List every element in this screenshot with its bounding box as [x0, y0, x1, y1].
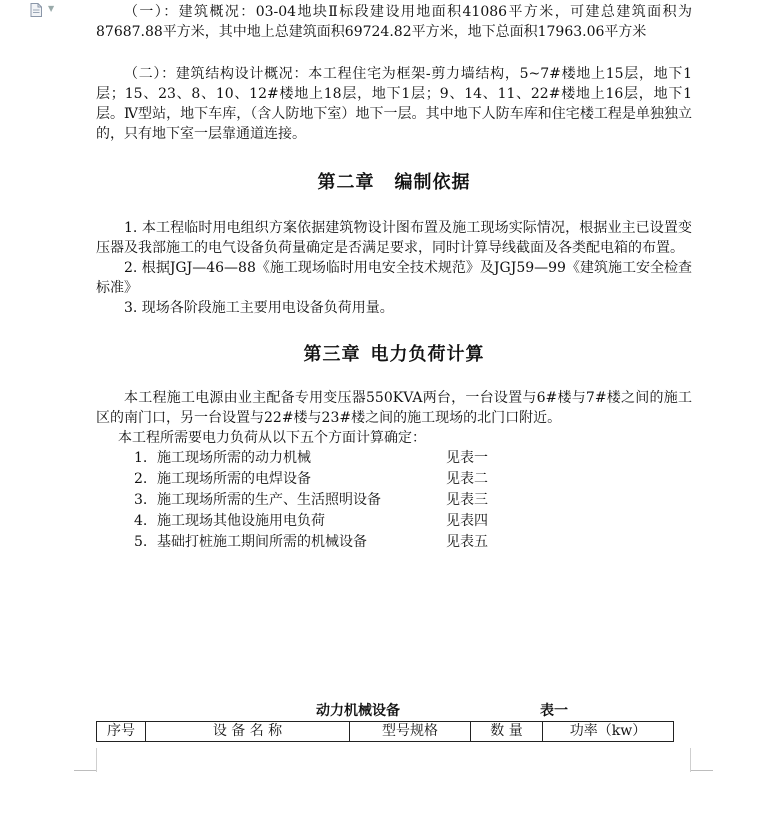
list-item-number: 2. [134, 471, 148, 487]
table-1-label: 表一 [540, 703, 568, 719]
basis-item-1: 1. 本工程临时用电组织方案依据建筑物设计图布置及施工现场实际情况，根据业主已设置变压器及我部施工的电气设备负荷量确定是否满足要求，同时计算导线截面及各类配电箱的布置。 [96, 220, 692, 256]
list-item-text: 施工现场所需的电焊设备 [157, 471, 311, 487]
chapter-2-name: 编制依据 [394, 172, 471, 193]
overview-paragraph-2: （二）：建筑结构设计概况：本工程住宅为框架-剪力墙结构，5~7#楼地上15层，地下1层；15、23、8、10、12#楼地上18层，地下1层；9、14、11、22#楼地上16层，地下1层。Ⅳ型站，地下车库，（含人防地下室）地下一层。其中地下人防车库和住宅楼工程是单独独立的，只有地下室一层靠通道连接。 [96, 66, 692, 142]
list-item-number: 5. [134, 534, 148, 550]
equipment-table [96, 721, 674, 742]
list-item [96, 511, 692, 532]
chapter-3-title [96, 342, 692, 368]
table-header-row [97, 722, 674, 742]
list-item-number: 4. [134, 513, 148, 529]
page-margin-line-right [690, 748, 691, 772]
table-1-title: 动力机械设备 [316, 703, 400, 719]
column-header-quantity: 数 量 [471, 722, 543, 742]
page-corner-mark-left [74, 748, 97, 771]
list-item-number: 3. [134, 492, 148, 508]
list-item-table-ref: 见表一 [446, 450, 488, 466]
page-corner-mark-right [690, 748, 713, 771]
list-item-table-ref: 见表三 [446, 492, 488, 508]
page-margin-line-left [96, 748, 97, 772]
list-item [96, 490, 692, 511]
table-1-caption [96, 700, 692, 722]
document-icon[interactable] [30, 3, 42, 17]
document-page [96, 0, 692, 553]
load-intro-paragraph: 本工程所需要电力负荷从以下五个方面计算确定： [118, 430, 426, 446]
column-header-model: 型号规格 [350, 722, 471, 742]
list-item [96, 469, 692, 490]
column-header-name: 设 备 名 称 [146, 722, 350, 742]
list-item-number: 1. [134, 450, 148, 466]
chevron-down-icon[interactable]: ▼ [48, 4, 55, 13]
list-item-text: 施工现场其他设施用电负荷 [157, 513, 325, 529]
list-item-text: 基础打桩施工期间所需的机械设备 [157, 534, 367, 550]
list-item-table-ref: 见表五 [446, 534, 488, 550]
chapter-3-number: 第三章 [303, 344, 361, 365]
list-item-table-ref: 见表二 [446, 471, 488, 487]
chapter-3-name: 电力负荷计算 [370, 344, 485, 365]
overview-paragraph-1: （一）：建筑概况：03-04地块Ⅱ标段建设用地面积41086平方米，可建总建筑面积为87687.88平方米，其中地上总建筑面积69724.82平方米，地下总面积17963.06平方米 [96, 4, 692, 40]
list-item-text: 施工现场所需的生产、生活照明设备 [157, 492, 381, 508]
column-header-index: 序号 [97, 722, 146, 742]
list-item [96, 532, 692, 553]
column-header-power: 功率（kw） [543, 722, 674, 742]
list-item [96, 448, 692, 469]
chapter-2-title [96, 170, 692, 196]
basis-item-3: 3. 现场各阶段施工主要用电设备负荷用量。 [124, 300, 394, 316]
load-source-list [96, 448, 692, 553]
chapter-2-number: 第二章 [317, 172, 375, 193]
list-item-text: 施工现场所需的动力机械 [157, 450, 311, 466]
power-source-paragraph: 本工程施工电源由业主配备专用变压器550KVA两台，一台设置与6#楼与7#楼之间的施工区的南门口，另一台设置与22#楼与23#楼之间的施工现场的北门口附近。 [96, 390, 692, 426]
basis-item-2: 2. 根据JGJ—46—88《施工现场临时用电安全技术规范》及JGJ59—99《建筑施工安全检查标准》 [96, 260, 692, 296]
list-item-table-ref: 见表四 [446, 513, 488, 529]
